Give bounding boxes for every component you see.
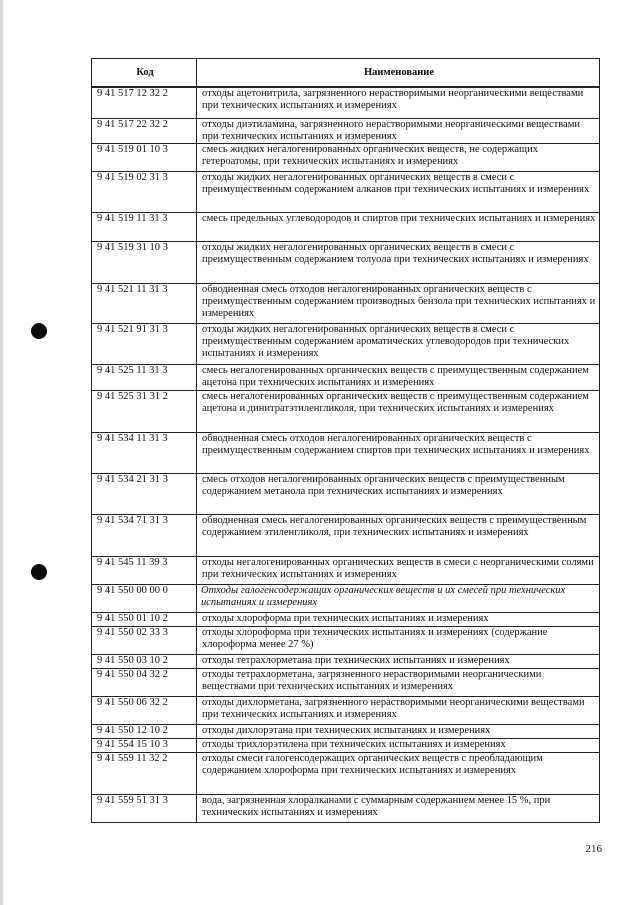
waste-code: 9 41 534 11 31 3 xyxy=(92,432,197,473)
table-row xyxy=(92,514,600,556)
section-code: 9 41 550 00 00 0 xyxy=(92,584,197,612)
waste-code: 9 41 559 51 31 3 xyxy=(92,794,197,822)
waste-code: 9 41 519 31 10 3 xyxy=(92,241,197,283)
table-row xyxy=(92,241,600,283)
waste-code: 9 41 519 11 31 3 xyxy=(92,212,197,241)
waste-code: 9 41 550 04 32 2 xyxy=(92,668,197,696)
waste-name: отходы трихлорэтилена при технических испытаниях и измерениях xyxy=(197,738,600,752)
table-row xyxy=(92,473,600,514)
waste-name: отходы хлороформа при технических испытаниях и измерениях (содержание хлороформа менее 27 %) xyxy=(197,626,600,654)
waste-name: отходы негалогенированных органических веществ в смеси с неорганическими солями при технических испытаниях и измерениях xyxy=(197,556,600,584)
table-row xyxy=(92,794,600,822)
table-row xyxy=(92,612,600,626)
waste-code: 9 41 550 06 32 2 xyxy=(92,696,197,724)
code-column-header: Код xyxy=(92,59,197,88)
table-row xyxy=(92,752,600,794)
table-row xyxy=(92,364,600,390)
waste-code: 9 41 550 03 10 2 xyxy=(92,654,197,668)
waste-name: отходы тетрахлорметана при технических испытаниях и измерениях xyxy=(197,654,600,668)
waste-code: 9 41 550 02 33 3 xyxy=(92,626,197,654)
table-header-row xyxy=(92,59,600,88)
waste-name: обводненная смесь отходов негалогенированных органических веществ с преимущественным содержанием спиртов при технических испытаниях и измерениях xyxy=(197,432,600,473)
waste-name: отходы ацетонитрила, загрязненного нерастворимыми неорганическими веществами при технических испытаниях и измерениях xyxy=(197,87,600,118)
waste-code: 9 41 554 15 10 3 xyxy=(92,738,197,752)
waste-code: 9 41 517 12 32 2 xyxy=(92,87,197,118)
waste-name: обводненная смесь негалогенированных органических веществ с преимущественным содержанием этиленгликоля, при технических испытаниях и измерениях xyxy=(197,514,600,556)
table-row xyxy=(92,724,600,738)
table-row xyxy=(92,390,600,432)
waste-name: смесь отходов негалогенированных органических веществ с преимущественным содержанием метанола при технических испытаниях и измерениях xyxy=(197,473,600,514)
waste-name: отходы хлороформа при технических испытаниях и измерениях xyxy=(197,612,600,626)
page-number: 216 xyxy=(585,843,602,855)
waste-name: отходы тетрахлорметана, загрязненного нерастворимыми неорганическими веществами при технических испытаниях и измерениях xyxy=(197,668,600,696)
waste-code: 9 41 517 22 32 2 xyxy=(92,118,197,143)
table-row xyxy=(92,212,600,241)
table-row xyxy=(92,584,600,612)
waste-name: обводненная смесь отходов негалогенированных органических веществ с преимущественным содержанием производных бензола при технических испытаниях и измерениях xyxy=(197,283,600,323)
section-name: Отходы галогенсодержащих органических веществ и их смесей при технических испытаниях и измерениях xyxy=(197,584,600,612)
table-row xyxy=(92,626,600,654)
waste-name: отходы диэтиламина, загрязненного нерастворимыми неорганическими веществами при технических испытаниях и измерениях xyxy=(197,118,600,143)
name-column-header: Наименование xyxy=(197,59,600,88)
waste-name: отходы жидких негалогенированных органических веществ в смеси с преимущественным содержанием толуола при технических испытаниях и измерениях xyxy=(197,241,600,283)
table-row xyxy=(92,432,600,473)
table-row xyxy=(92,556,600,584)
waste-code: 9 41 550 01 10 2 xyxy=(92,612,197,626)
table-row xyxy=(92,143,600,171)
binder-hole xyxy=(31,323,47,339)
waste-name: отходы дихлорэтана при технических испытаниях и измерениях xyxy=(197,724,600,738)
waste-code: 9 41 525 11 31 3 xyxy=(92,364,197,390)
waste-name: смесь негалогенированных органических веществ с преимущественным содержанием ацетона и динитратэтиленгликоля, при технических испытаниях и измерениях xyxy=(197,390,600,432)
table-row xyxy=(92,696,600,724)
waste-code: 9 41 550 12 10 2 xyxy=(92,724,197,738)
waste-code: 9 41 534 71 31 3 xyxy=(92,514,197,556)
table-row xyxy=(92,654,600,668)
waste-code: 9 41 521 91 31 3 xyxy=(92,323,197,364)
waste-name: отходы жидких негалогенированных органических веществ в смеси с преимущественным содержанием ароматических углеводородов при технических испытаниях и измерениях xyxy=(197,323,600,364)
page-edge xyxy=(0,0,3,905)
table-row xyxy=(92,323,600,364)
waste-code: 9 41 519 01 10 3 xyxy=(92,143,197,171)
table-row xyxy=(92,171,600,212)
waste-code: 9 41 525 31 31 2 xyxy=(92,390,197,432)
waste-code: 9 41 545 11 39 3 xyxy=(92,556,197,584)
waste-codes-table xyxy=(91,58,600,823)
waste-name: смесь жидких негалогенированных органических веществ, не содержащих гетероатомы, при технических испытаниях и измерениях xyxy=(197,143,600,171)
waste-name: отходы дихлорметана, загрязненного нерастворимыми неорганическими веществами при технических испытаниях и измерениях xyxy=(197,696,600,724)
waste-code: 9 41 521 11 31 3 xyxy=(92,283,197,323)
waste-code: 9 41 534 21 31 3 xyxy=(92,473,197,514)
waste-code: 9 41 519 02 31 3 xyxy=(92,171,197,212)
table-row xyxy=(92,87,600,118)
table-row xyxy=(92,738,600,752)
waste-name: отходы жидких негалогенированных органических веществ в смеси с преимущественным содержанием алканов при технических испытаниях и измерениях xyxy=(197,171,600,212)
table-row xyxy=(92,283,600,323)
table-row xyxy=(92,118,600,143)
waste-name: вода, загрязненная хлоралканами с суммарным содержанием менее 15 %, при технических испытаниях и измерениях xyxy=(197,794,600,822)
waste-code: 9 41 559 11 32 2 xyxy=(92,752,197,794)
waste-name: смесь предельных углеводородов и спиртов при технических испытаниях и измерениях xyxy=(197,212,600,241)
binder-hole xyxy=(31,564,47,580)
table-row xyxy=(92,668,600,696)
waste-name: отходы смеси галогенсодержащих органических веществ с преобладающим содержанием хлороформа при технических испытаниях и измерениях xyxy=(197,752,600,794)
waste-name: смесь негалогенированных органических веществ с преимущественным содержанием ацетона при технических испытаниях и измерениях xyxy=(197,364,600,390)
